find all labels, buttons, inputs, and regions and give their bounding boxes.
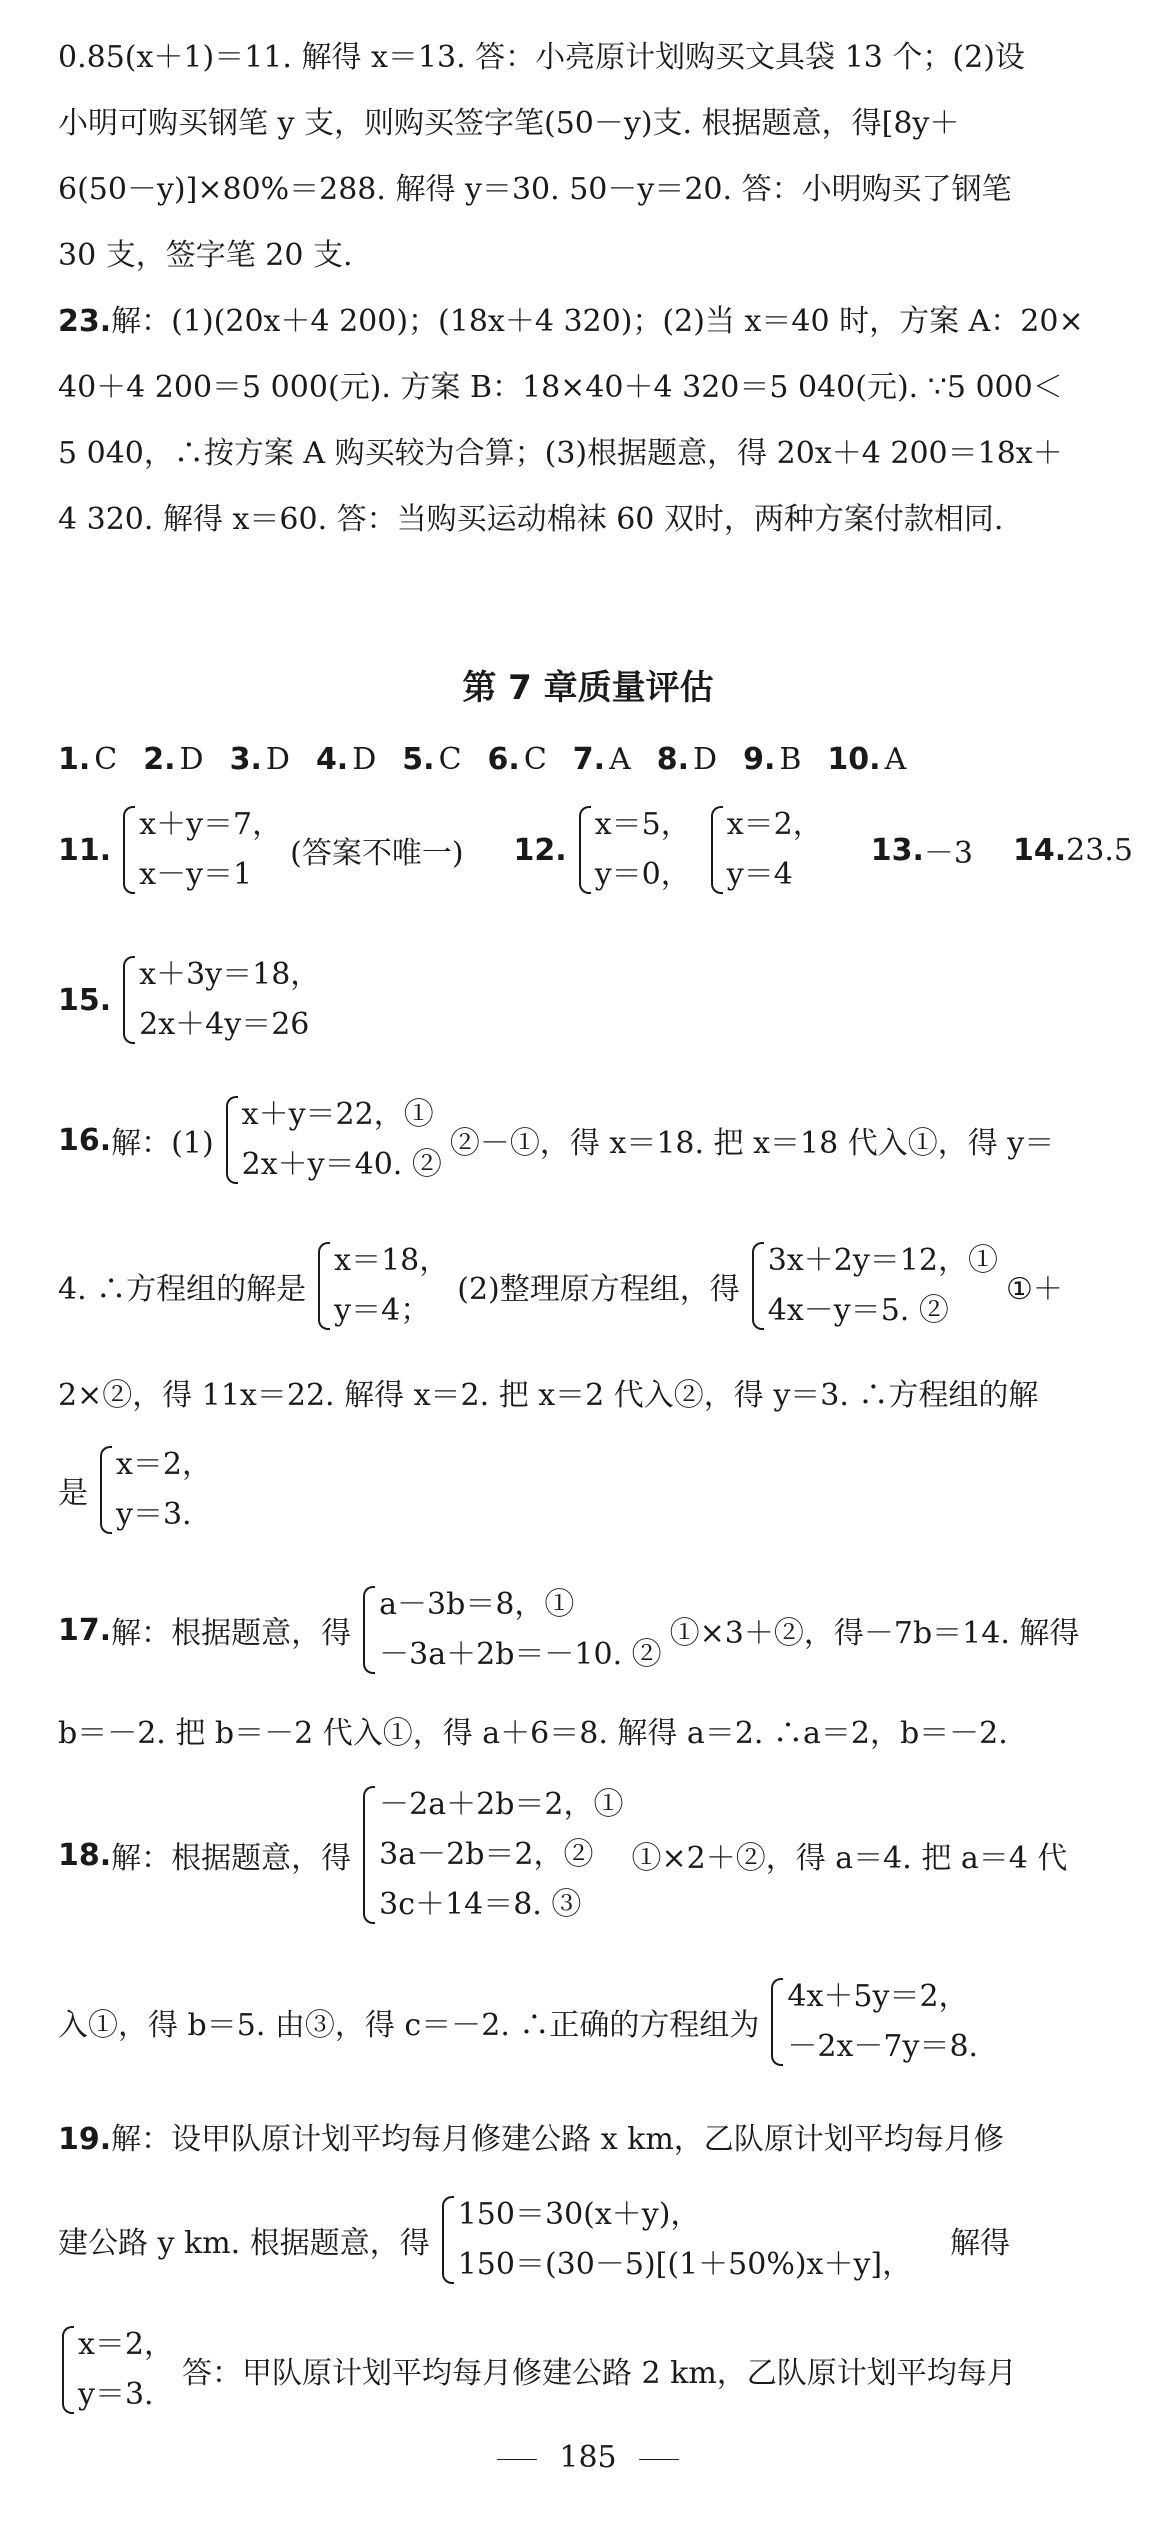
equation-system: x＝18， y＝4； xyxy=(314,1236,449,1336)
equation-system: 4x＋5y＝2， －2x－7y＝8. xyxy=(767,1972,978,2072)
equation-system: 150＝30(x＋y)， 150＝(30－5)[(1＋50%)x＋y]， xyxy=(438,2190,912,2290)
question-17: 17. 解：根据题意，得 a－3b＝8，① －3a＋2b＝－10. ② ①×3＋②，得－7b＝14. 解得 xyxy=(58,1580,1136,1680)
question-15 xyxy=(58,950,1136,1050)
equation-system: 3x＋2y＝12，① 4x－y＝5. ② xyxy=(748,1236,998,1336)
choice-item: 5. C xyxy=(402,742,462,777)
equation-system: x＝2， y＝4 xyxy=(707,800,823,900)
questions-11-14: 11. x＋y＝7， x－y＝1 (答案不唯一) 12. x＝5， y＝0， x＝2， y＝4 13. －3 14. 23.5 xyxy=(58,800,1136,900)
question-number: 23. xyxy=(58,304,112,339)
question-19-line-2: 建公路 y km. 根据题意，得 150＝30(x＋y)， 150＝(30－5)[(1＋50%)x＋y]， 解得 xyxy=(58,2190,1136,2290)
question-number: 14. xyxy=(1013,832,1067,868)
intro-line: 0.85(x＋1)＝11. 解得 x＝13. 答：小亮原计划购买文具袋 13 个；(2)设 xyxy=(58,40,1025,75)
equation-system: x＝2， y＝3. xyxy=(96,1440,212,1540)
answer-text: 40＋4 200＝5 000(元). 方案 B：18×40＋4 320＝5 040(元). ∵5 000＜ xyxy=(58,370,1063,405)
choice-answers xyxy=(58,740,906,780)
page-number: 185 xyxy=(0,2440,1176,2475)
answer-note: (答案不唯一) xyxy=(290,836,464,871)
question-number: 12. xyxy=(513,832,567,868)
equation-system: －2a＋2b＝2，① 3a－2b＝2，② 3c＋14＝8. ③ xyxy=(359,1780,623,1930)
choice-item: 9. B xyxy=(743,742,802,777)
choice-item: 4. D xyxy=(315,742,377,777)
question-19: 19.解：设甲队原计划平均每月修建公路 x km，乙队原计划平均每月修 xyxy=(58,2122,1004,2157)
question-16: 16. 解：(1) x＋y＝22，① 2x＋y＝40. ② ②－①，得 x＝18. 把 x＝18 代入①，得 y＝ xyxy=(58,1090,1136,1190)
question-18-line-2: 入①，得 b＝5. 由③，得 c＝－2. ∴正确的方程组为 4x＋5y＝2， －2x－7y＝8. xyxy=(58,1972,1136,2072)
question-number: 18. xyxy=(58,1837,112,1873)
choice-item: 7. A xyxy=(572,742,631,777)
intro-line: 30 支，签字笔 20 支. xyxy=(58,238,353,273)
question-23 xyxy=(58,302,1136,342)
question-number: 19. xyxy=(58,2122,112,2157)
section-title: 第 7 章质量评估 xyxy=(462,668,714,708)
choice-item: 1. C xyxy=(58,742,118,777)
question-number: 17. xyxy=(58,1612,112,1648)
equation-system: x＋3y＝18， 2x＋4y＝26 xyxy=(119,950,320,1050)
choice-item: 2. D xyxy=(143,742,204,777)
equation-system: a－3b＝8，① －3a＋2b＝－10. ② xyxy=(359,1580,662,1680)
answer-text: 5 040，∴按方案 A 购买较为合算；(3)根据题意，得 20x＋4 200＝18x＋ xyxy=(58,436,1063,471)
equation-system: x＋y＝22，① 2x＋y＝40. ② xyxy=(222,1090,442,1190)
choice-item: 3. D xyxy=(229,742,290,777)
equation-system: x＝5， y＝0， xyxy=(575,800,691,900)
equation-system: x＝2， y＝3. xyxy=(58,2320,174,2420)
question-number: 11. xyxy=(58,832,112,868)
question-16-line-2: 4. ∴方程组的解是 x＝18， y＝4； (2)整理原方程组，得 3x＋2y＝12，① 4x－y＝5. ② ①＋ xyxy=(58,1236,1136,1336)
choice-item: 6. C xyxy=(487,742,547,777)
answer-text: 4 320. 解得 x＝60. 答：当购买运动棉袜 60 双时，两种方案付款相同. xyxy=(58,502,1004,537)
choice-item: 8. D xyxy=(656,742,718,777)
choice-item: 10. A xyxy=(827,742,907,777)
question-number: 15. xyxy=(58,982,112,1018)
answer-text: b＝－2. 把 b＝－2 代入①，得 a＋6＝8. 解得 a＝2. ∴a＝2，b＝－2. xyxy=(58,1716,1008,1751)
intro-line: 6(50－y)]×80%＝288. 解得 y＝30. 50－y＝20. 答：小明购买了钢笔 xyxy=(58,172,1012,207)
question-number: 16. xyxy=(58,1122,112,1158)
answer-text: 解：(1)(20x＋4 200)；(18x＋4 320)；(2)当 x＝40 时，方案 A：20× xyxy=(111,304,1084,339)
question-19-line-3: x＝2， y＝3. 答：甲队原计划平均每月修建公路 2 km，乙队原计划平均每月 xyxy=(58,2320,1136,2420)
question-18: 18. 解：根据题意，得 －2a＋2b＝2，① 3a－2b＝2，② 3c＋14＝8. ③ ①×2＋②，得 a＝4. 把 a＝4 代 xyxy=(58,1780,1136,1930)
question-number: 13. xyxy=(870,832,924,868)
intro-line: 小明可购买钢笔 y 支，则购买签字笔(50－y)支. 根据题意，得[8y＋ xyxy=(58,106,960,141)
question-16-line-4: 是 x＝2， y＝3. xyxy=(58,1440,1136,1540)
equation-system: x＋y＝7， x－y＝1 xyxy=(119,800,282,900)
answer-text: 2×②，得 11x＝22. 解得 x＝2. 把 x＝2 代入②，得 y＝3. ∴方程组的解 xyxy=(58,1378,1039,1413)
